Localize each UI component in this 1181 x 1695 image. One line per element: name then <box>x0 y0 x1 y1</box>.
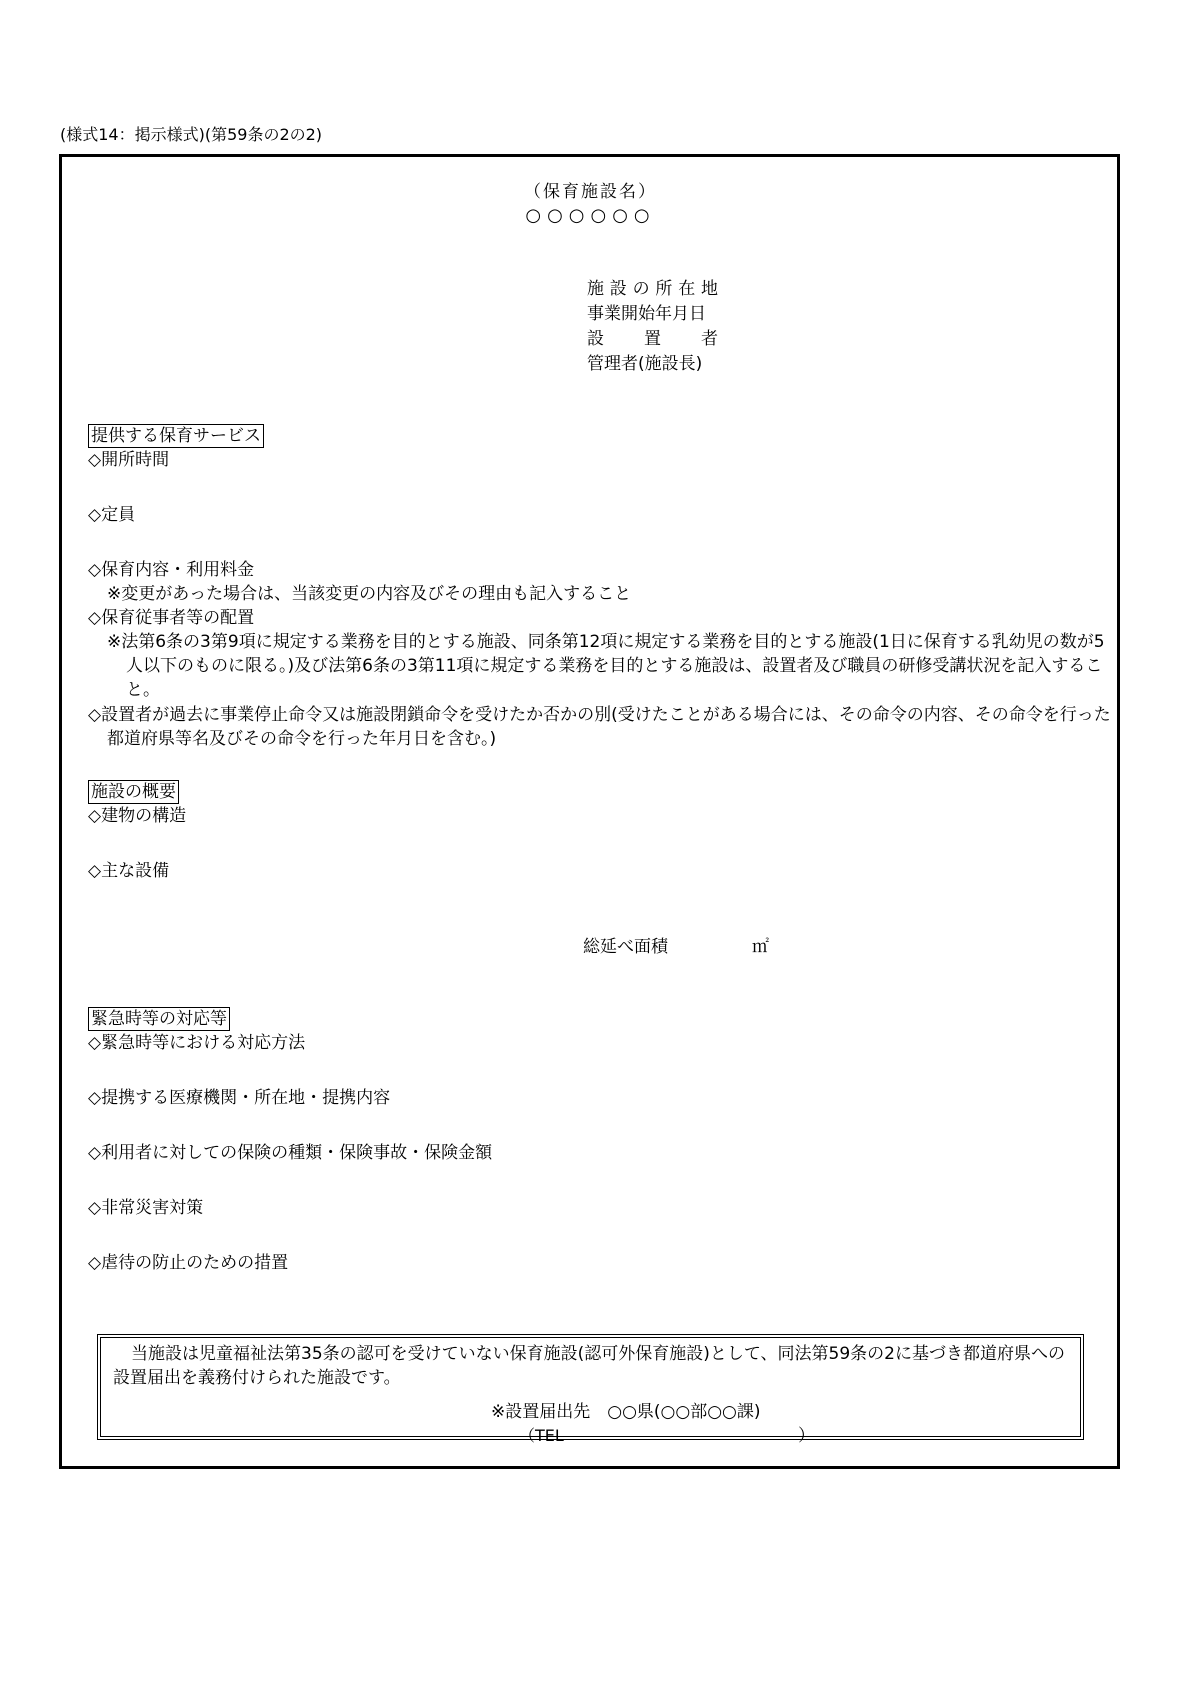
staff-note <box>107 630 1113 702</box>
capacity-item: ◇定員 <box>88 505 136 525</box>
insurance-item: ◇利用者に対しての保険の種類・保険事故・保険金額 <box>88 1143 493 1163</box>
notice-box-inner <box>100 1337 1081 1446</box>
emergency-heading: 緊急時等の対応等 <box>88 1007 230 1031</box>
content-fees-note: ※変更があった場合は、当該変更の内容及びその理由も記入すること <box>107 584 632 604</box>
overview-heading: 施設の概要 <box>88 780 179 804</box>
location-char: 地 <box>700 279 718 299</box>
notice-tel: （TEL <box>519 1426 564 1445</box>
disaster-item: ◇非常災害対策 <box>88 1198 204 1218</box>
staff-note-text: ※法第6条の3第9項に規定する業務を目的とする施設、同条第12項に規定する業務を目的とする施設(1日に保育する乳幼児の数が5人以下のものに限る。)及び法第6条の3第11項に規定する業務を目的とする施設は、設置者及び職員の研修受講状況を記入すること。 <box>107 632 1105 700</box>
facility-name: ○○○○○○ <box>525 205 656 226</box>
facility-info-list <box>587 277 718 377</box>
structure-item: ◇建物の構造 <box>88 806 187 826</box>
location-char: の <box>632 279 650 299</box>
location-char: 所 <box>655 279 673 299</box>
location-char: 在 <box>678 279 696 299</box>
start-date-label: 事業開始年月日 <box>587 304 706 324</box>
notice-box <box>97 1334 1084 1446</box>
notice-tel-close: ） <box>798 1426 815 1446</box>
founder-char: 者 <box>701 329 718 349</box>
notice-text: 当施設は児童福祉法第35条の認可を受けていない保育施設(認可外保育施設)として、同法第59条の2に基づき都道府県への設置届出を義務付けられた施設です。 <box>113 1344 1066 1388</box>
founder-label <box>587 327 718 352</box>
facility-label: （保育施設名） <box>524 182 657 202</box>
services-heading: 提供する保育サービス <box>88 424 264 448</box>
location-label <box>587 277 718 302</box>
emergency-response-item: ◇緊急時等における対応方法 <box>88 1033 306 1053</box>
staff-item: ◇保育従事者等の配置 <box>88 608 255 628</box>
location-char: 施 <box>587 279 604 299</box>
location-char: 設 <box>609 279 627 299</box>
equipment-item: ◇主な設備 <box>88 861 170 881</box>
abuse-prevention-item: ◇虐待の防止のための措置 <box>88 1253 289 1273</box>
orders-item <box>88 703 1113 751</box>
founder-char: 置 <box>644 329 661 349</box>
founder-char: 設 <box>587 329 604 349</box>
opening-hours-item: ◇開所時間 <box>88 450 170 470</box>
form-label: (様式14：掲示様式)(第59条の2の2) <box>60 125 323 144</box>
area-unit: ㎡ <box>752 937 769 957</box>
manager-label: 管理者(施設長) <box>587 354 703 374</box>
orders-item-text: ◇設置者が過去に事業停止命令又は施設閉鎖命令を受けたか否かの別(受けたことがある場合には、その命令の内容、その命令を行った都道府県等名及びその命令を行った年月日を含む。) <box>88 705 1111 749</box>
content-fees-item: ◇保育内容・利用料金 <box>88 560 255 580</box>
notice-destination: ※設置届出先 ○○県(○○部○○課) <box>491 1402 761 1422</box>
medical-partner-item: ◇提携する医療機関・所在地・提携内容 <box>88 1088 391 1108</box>
total-area-label: 総延べ面積 <box>583 937 668 957</box>
